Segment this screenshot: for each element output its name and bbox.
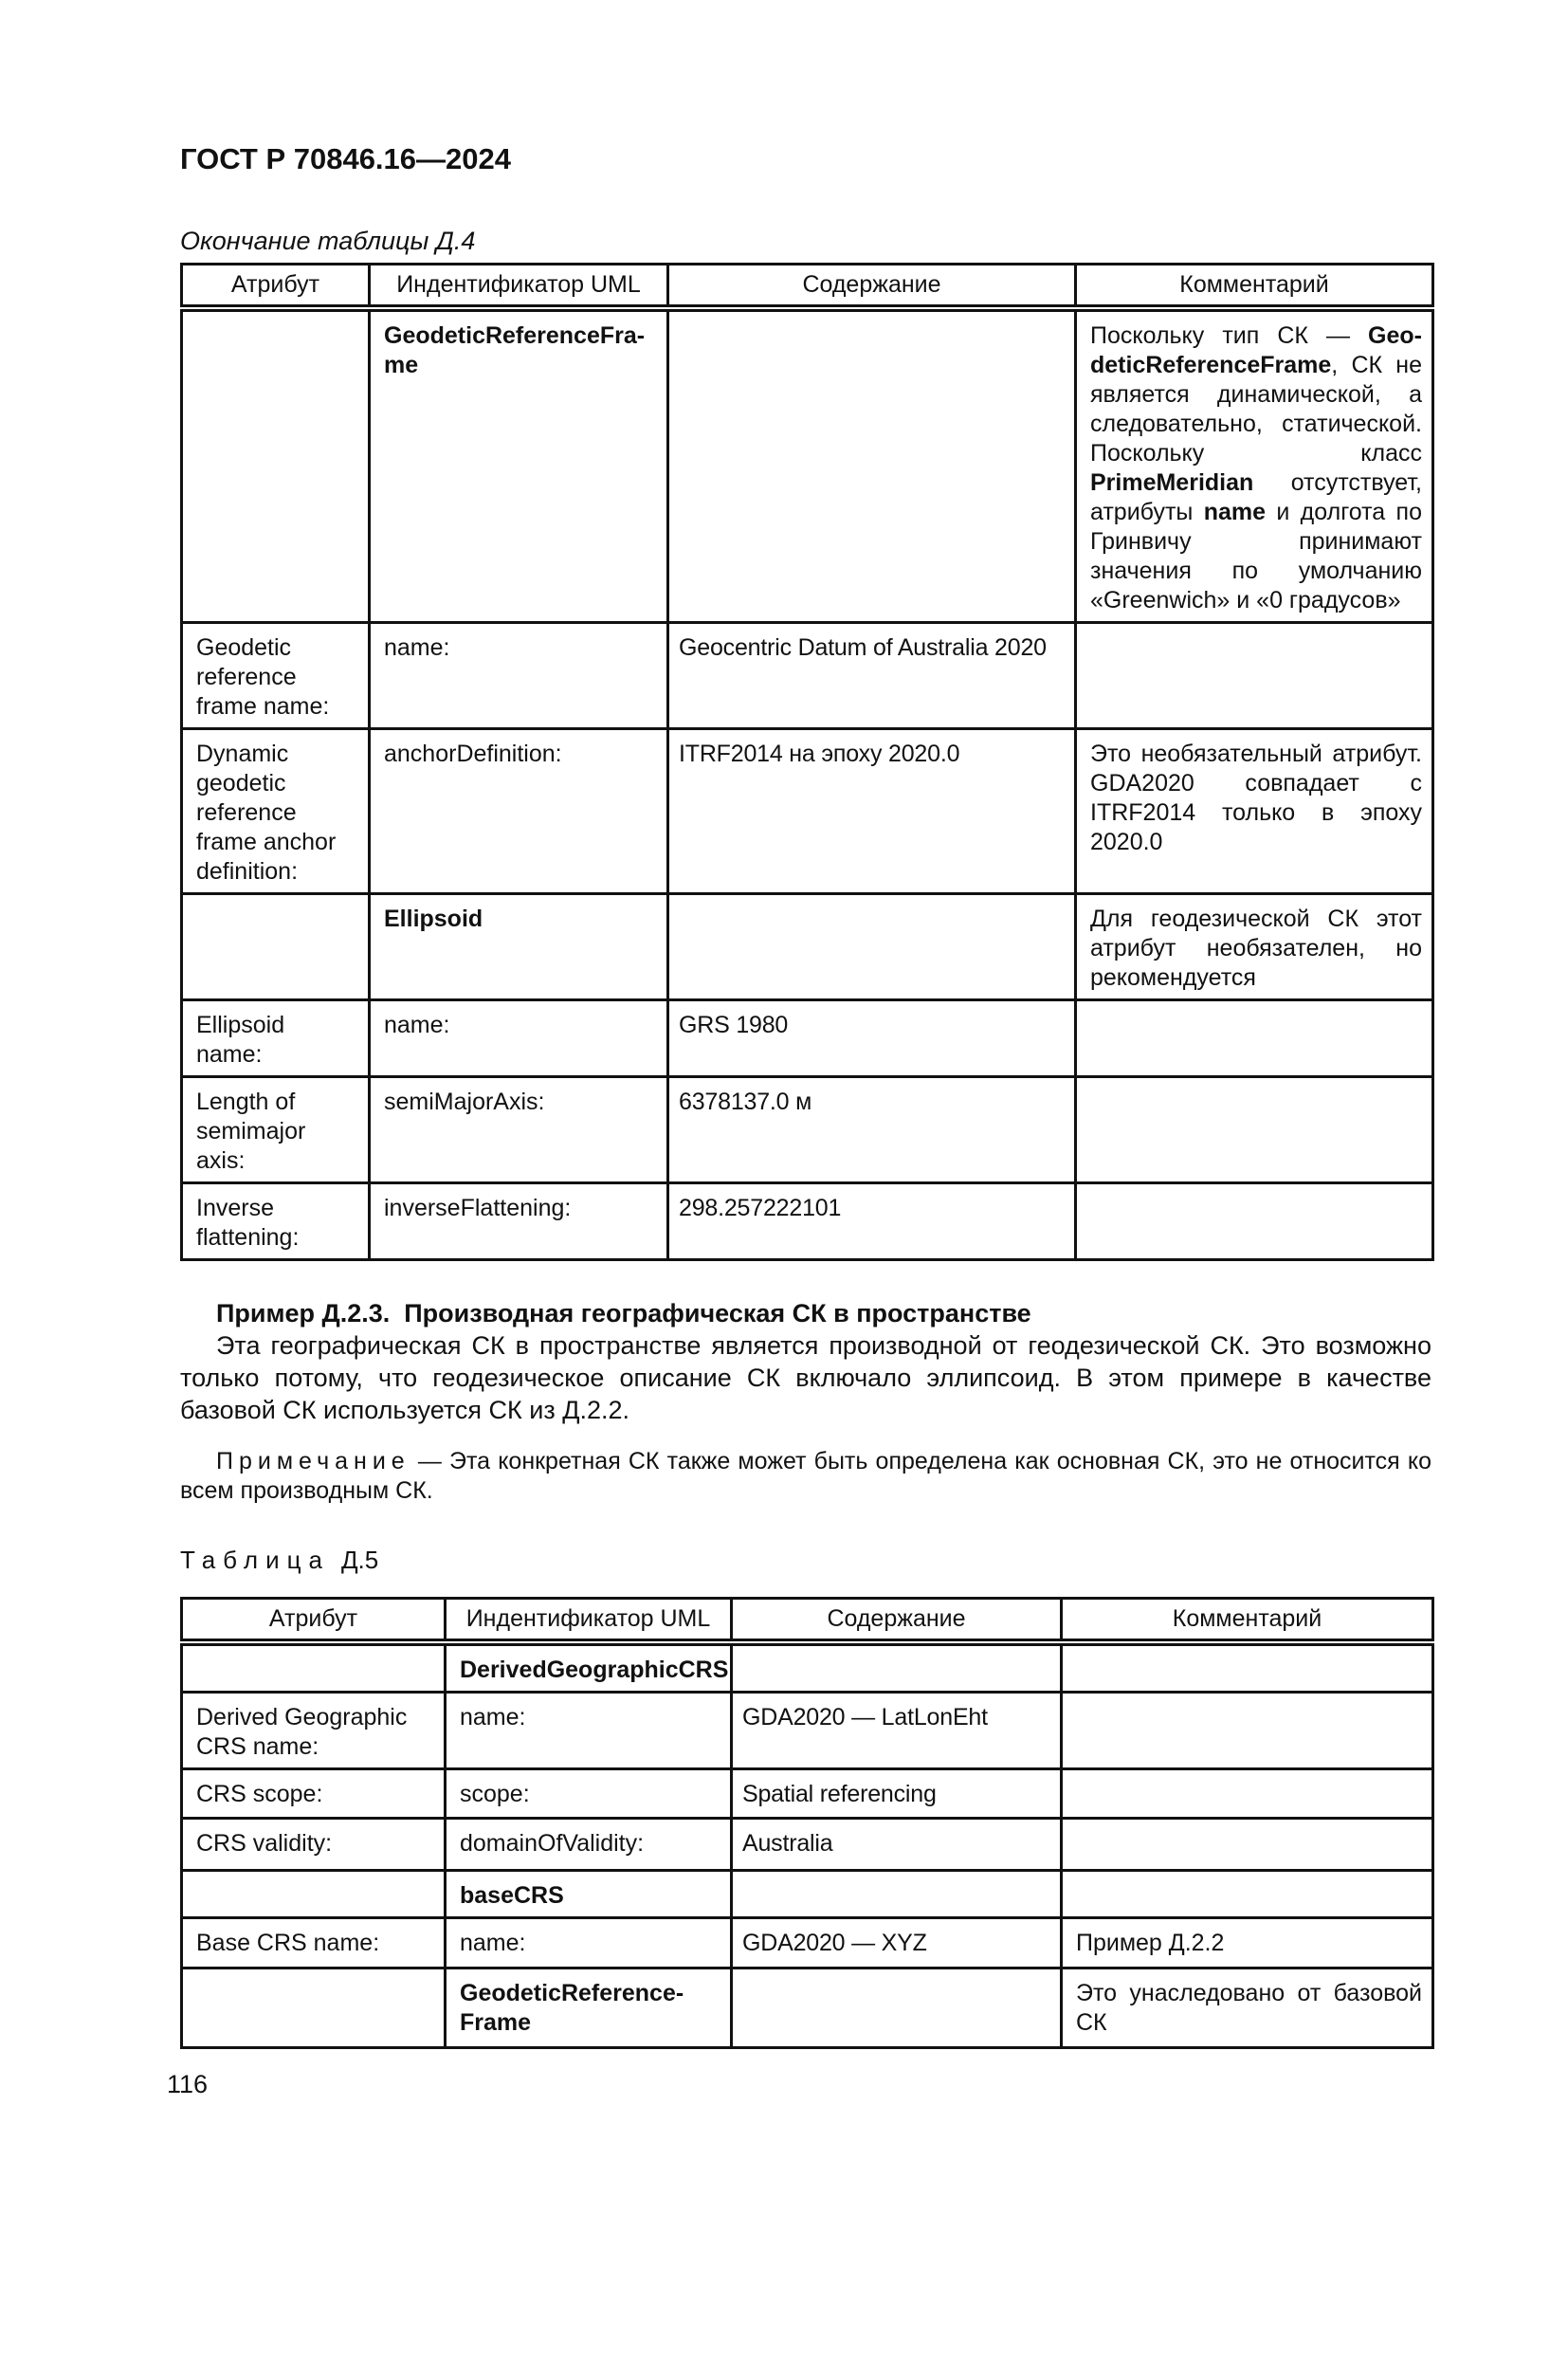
note — [180, 1447, 1431, 1506]
comment-cell — [1076, 308, 1433, 623]
uml-cell: scope: — [446, 1769, 732, 1819]
uml-cell: name: — [446, 1693, 732, 1769]
table-header-row — [182, 265, 1433, 309]
uml-cell: domainOfValidity: — [446, 1819, 732, 1871]
content-cell: GDA2020 — LatLonEht — [732, 1693, 1062, 1769]
header-content: Содержание — [668, 265, 1076, 309]
header-content: Содержание — [732, 1599, 1062, 1643]
uml-cell: anchorDefinition: — [370, 729, 668, 894]
attribute-cell — [182, 308, 370, 623]
comment-cell — [1062, 1642, 1433, 1693]
attribute-cell: Dynamic geodetic reference frame anchor definition: — [182, 729, 370, 894]
uml-class-name: DerivedGeographicCRS — [460, 1657, 729, 1683]
uml-class-name: GeodeticReferenceFrame — [460, 1980, 684, 2036]
comment-cell — [1062, 1871, 1433, 1918]
comment-text: отсутствует, атрибуты — [1090, 469, 1422, 525]
attribute-cell: Base CRS name: — [182, 1918, 446, 1968]
content-cell — [732, 1968, 1062, 2048]
uml-cell: inverseFlattening: — [370, 1183, 668, 1260]
content-cell: GRS 1980 — [668, 1000, 1076, 1077]
comment-cell — [1062, 1769, 1433, 1819]
uml-class-name: GeodeticReferenceFrame — [1090, 322, 1422, 378]
table-row — [182, 1077, 1433, 1183]
table-row — [182, 1000, 1433, 1077]
uml-attribute-name: name — [1203, 499, 1267, 525]
comment-cell — [1076, 1000, 1433, 1077]
attribute-cell — [182, 894, 370, 1000]
content-cell: 298.257222101 — [668, 1183, 1076, 1260]
attribute-cell: CRS validity: — [182, 1819, 446, 1871]
uml-cell — [370, 894, 668, 1000]
table-d4-caption: Окончание таблицы Д.4 — [180, 227, 476, 255]
content-cell: GDA2020 — XYZ — [732, 1918, 1062, 1968]
attribute-cell: Derived Geographic CRS name: — [182, 1693, 446, 1769]
table-row — [182, 1769, 1433, 1819]
attribute-cell: Inverse flattening: — [182, 1183, 370, 1260]
content-cell: 6378137.0 м — [668, 1077, 1076, 1183]
note-label: Примечание — [216, 1448, 410, 1474]
uml-class-name: Ellipsoid — [384, 906, 483, 932]
content-cell — [668, 308, 1076, 623]
uml-class-name: GeodeticReferenceFrame — [384, 322, 646, 378]
comment-cell — [1076, 1183, 1433, 1260]
table-row — [182, 623, 1433, 729]
attribute-cell: Ellipsoid name: — [182, 1000, 370, 1077]
content-cell: Spatial referencing — [732, 1769, 1062, 1819]
header-comment: Комментарий — [1076, 265, 1433, 309]
note-text: — Эта конкретная СК также может быть определена как основная СК, это не относится ко всем производным СК. — [180, 1448, 1431, 1504]
attribute-cell: Geodetic reference frame name: — [182, 623, 370, 729]
comment-cell — [1076, 623, 1433, 729]
doc-code: ГОСТ Р 70846.16—2024 — [180, 142, 511, 175]
page-number: 116 — [167, 2070, 209, 2098]
comment-text: Поскольку тип СК — — [1090, 322, 1369, 349]
uml-cell — [446, 1642, 732, 1693]
attribute-cell: Length of semimajor axis: — [182, 1077, 370, 1183]
uml-cell: name: — [370, 623, 668, 729]
header-attribute: Атрибут — [182, 1599, 446, 1643]
comment-cell: Это необязательный атрибут. GDA2020 совпадает с ITRF2014 только в эпоху 2020.0 — [1076, 729, 1433, 894]
attribute-cell — [182, 1968, 446, 2048]
table-row — [182, 1918, 1433, 1968]
table-caption-number: Д.5 — [340, 1546, 379, 1574]
table-row — [182, 1642, 1433, 1693]
header-uml: Индентификатор UML — [446, 1599, 732, 1643]
comment-cell — [1062, 1819, 1433, 1871]
content-cell — [732, 1642, 1062, 1693]
header-attribute: Атрибут — [182, 265, 370, 309]
comment-cell: Пример Д.2.2 — [1062, 1918, 1433, 1968]
comment-cell — [1062, 1693, 1433, 1769]
content-cell: ITRF2014 на эпоху 2020.0 — [668, 729, 1076, 894]
table-d5-caption — [180, 1547, 1431, 1572]
content-cell: Australia — [732, 1819, 1062, 1871]
content-cell — [732, 1871, 1062, 1918]
table-row — [182, 894, 1433, 1000]
table-row — [182, 1968, 1433, 2048]
uml-cell — [446, 1968, 732, 2048]
header-comment: Комментарий — [1062, 1599, 1433, 1643]
comment-cell — [1076, 1077, 1433, 1183]
attribute-cell — [182, 1871, 446, 1918]
table-caption-label: Таблица — [180, 1546, 330, 1574]
table-row — [182, 729, 1433, 894]
table-d4 — [180, 263, 1434, 1261]
uml-cell: name: — [370, 1000, 668, 1077]
example-paragraph: Эта географическая СК в пространстве является производной от геодезической СК. Это возможно только потому, что геодезическое описание СК включало эллипсоид. В этом примере в качестве базовой СК используется СК из Д.2.2. — [180, 1331, 1431, 1424]
header-uml: Индентификатор UML — [370, 265, 668, 309]
comment-text: и долгота по Гринвичу принимают значения по умолчанию «Greenwich» и «0 градусов» — [1090, 499, 1422, 613]
table-row — [182, 1183, 1433, 1260]
uml-cell — [370, 308, 668, 623]
example-heading: Пример Д.2.3. Производная географическая СК в пространстве — [216, 1299, 1031, 1327]
uml-class-name: PrimeMeridian — [1090, 469, 1254, 496]
table-header-row — [182, 1599, 1433, 1643]
comment-cell: Для геодезической СК этот атрибут необязателен, но рекомендуется — [1076, 894, 1433, 1000]
table-row — [182, 1819, 1433, 1871]
page — [167, 142, 1431, 2098]
comment-cell: Это унаследовано от базовой СК — [1062, 1968, 1433, 2048]
attribute-cell: CRS scope: — [182, 1769, 446, 1819]
uml-cell: name: — [446, 1918, 732, 1968]
uml-class-name: baseCRS — [460, 1882, 564, 1909]
content-cell: Geocentric Datum of Australia 2020 — [668, 623, 1076, 729]
content-cell — [668, 894, 1076, 1000]
table-row — [182, 1693, 1433, 1769]
uml-cell: semiMajorAxis: — [370, 1077, 668, 1183]
comment-text: , СК не является динамической, а следовательно, статической. Поскольку класс — [1090, 352, 1422, 467]
table-row — [182, 308, 1433, 623]
uml-cell — [446, 1871, 732, 1918]
table-row — [182, 1871, 1433, 1918]
table-d5 — [180, 1597, 1434, 2049]
attribute-cell — [182, 1642, 446, 1693]
